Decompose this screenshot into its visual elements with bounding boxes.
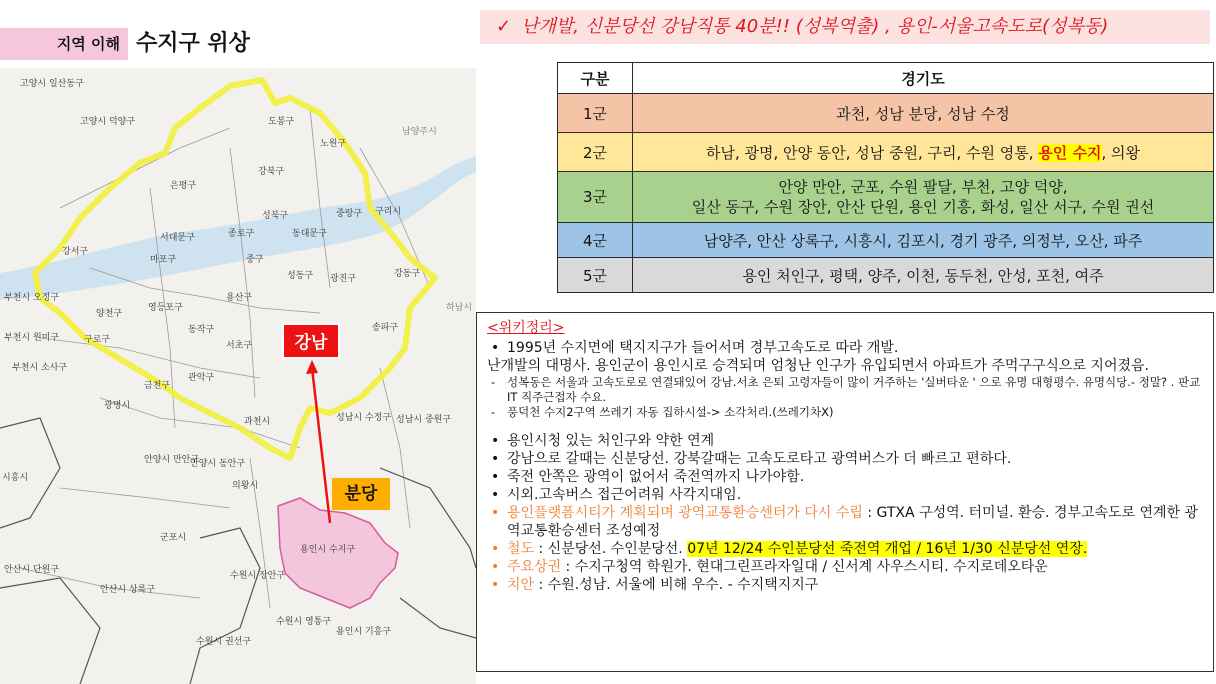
table-row (558, 94, 1214, 133)
arrow-head-icon (306, 360, 318, 374)
bullet: • (491, 451, 500, 467)
item-label: 주요상권 (507, 559, 562, 575)
gangnam-badge: 강남 (282, 323, 340, 359)
paragraph (487, 357, 1203, 375)
map-label: 수원시 권선구 (196, 637, 252, 647)
wiki-summary (476, 312, 1214, 672)
dash: - (491, 405, 496, 419)
list-item (487, 375, 1203, 405)
table-row (558, 172, 1214, 223)
map-label: 중랑구 (336, 209, 363, 219)
item-text: 죽전 안쪽은 광역이 없어서 죽전역까지 나가야함. (507, 469, 805, 485)
map-label: 안양시 만안구 (144, 455, 200, 465)
areas-line: 일산 동구, 수원 장안, 안산 단원, 용인 기흥, 화성, 일산 서구, 수원 권선 (691, 198, 1155, 216)
map-label: 구리시 (375, 207, 402, 217)
map-graphic (0, 68, 476, 684)
table-header-row (558, 63, 1214, 94)
map-label: 부천시 오정구 (4, 293, 60, 303)
bullet: • (491, 541, 500, 557)
map-label: 관악구 (188, 373, 215, 383)
map-label: 광진구 (330, 274, 357, 284)
map-label: 성남시 수정구 (336, 413, 392, 423)
map-label: 고양시 덕양구 (80, 117, 136, 127)
map-label: 마포구 (150, 255, 177, 265)
item-label: 철도 (507, 541, 535, 557)
bullet: • (491, 559, 500, 575)
grade-cell: 4군 (558, 223, 633, 258)
map-label: 시흥시 (2, 473, 29, 483)
map-label: 강서구 (62, 247, 89, 257)
areas-cell: 과천, 성남 분당, 성남 수정 (633, 94, 1214, 133)
map-label: 중구 (246, 255, 264, 265)
item-label: 치안 (507, 577, 535, 593)
map-label: 금천구 (144, 381, 171, 391)
map-label: 용인시 수지구 (300, 545, 356, 555)
grade-cell: 2군 (558, 133, 633, 172)
map-label: 동작구 (188, 325, 215, 335)
check-icon: ✓ (496, 16, 512, 37)
bullet: • (491, 487, 500, 503)
map-label: 강동구 (394, 269, 421, 279)
list-item (487, 540, 1203, 558)
headline-banner (480, 10, 1210, 44)
map-label: 종로구 (228, 229, 255, 239)
map-label: 부천시 원미구 (4, 333, 60, 343)
list-item (487, 432, 1203, 450)
bullet: • (491, 577, 500, 593)
areas-line: 안양 만안, 군포, 수원 팔달, 부천, 고양 덕양, (778, 178, 1068, 196)
bundang-badge: 분당 (332, 478, 390, 510)
table-row (558, 223, 1214, 258)
list-item (487, 576, 1203, 594)
list-item (487, 558, 1203, 576)
list-item (487, 339, 1203, 357)
map-label: 하남시 (446, 303, 473, 313)
item-text: 용인시청 있는 처인구와 약한 연계 (507, 433, 715, 449)
list-item (487, 504, 1203, 540)
bullet: • (491, 469, 500, 485)
map-label: 안산시 상록구 (100, 585, 156, 595)
map-label: 수원시 장안구 (230, 571, 286, 581)
areas-text: , 의왕 (1101, 143, 1141, 162)
item-label: 용인플랫폼시티가 계획되며 광역교통환승센터가 다시 수립 (507, 505, 863, 521)
map-label: 안양시 동안구 (190, 459, 246, 469)
page-title: 수지구 위상 (136, 31, 250, 56)
item-highlight: 07년 12/24 수인분당선 죽전역 개업 / 16년 1/30 신분당선 연장. (687, 541, 1088, 557)
item-text: 난개발의 대명사. 용인군이 용인시로 승격되며 엄청난 인구가 유입되면서 아파트가 주먹구구식으로 지어졌음. (487, 358, 1149, 374)
areas-text: 하남, 광명, 안양 동안, 성남 중원, 구리, 수원 영통, (705, 143, 1039, 162)
map-label: 용인시 기흥구 (336, 627, 392, 637)
map-label: 성남시 중원구 (396, 415, 452, 425)
highlight-suji: 용인 수지 (1038, 143, 1102, 162)
map-label: 의왕시 (232, 481, 259, 491)
route-arrow (312, 368, 330, 523)
item-text: 강남으로 갈때는 신분당선. 강북갈때는 고속도로타고 광역버스가 더 빠르고 편하다. (507, 451, 1012, 467)
wiki-title: <위키정리> (487, 320, 565, 336)
list-item (487, 450, 1203, 468)
map-label: 군포시 (160, 533, 187, 543)
grade-cell: 5군 (558, 258, 633, 293)
map-label: 부천시 소사구 (12, 363, 68, 373)
list-item (487, 405, 1203, 420)
table-row (558, 258, 1214, 293)
grade-cell: 1군 (558, 94, 633, 133)
item-text: : 수원.성남. 서울에 비해 우수. - 수지택지지구 (534, 577, 819, 593)
areas-cell: 용인 처인구, 평택, 양주, 이천, 동두천, 안성, 포천, 여주 (633, 258, 1214, 293)
map-label: 과천시 (244, 417, 271, 427)
map-label: 양천구 (96, 309, 123, 319)
areas-cell: 남양주, 안산 상록구, 시흥시, 김포시, 경기 광주, 의정부, 오산, 파주 (633, 223, 1214, 258)
map-label: 서대문구 (160, 233, 195, 243)
item-text: : 수지구청역 학원가. 현대그린프라자일대 / 신서계 사우스시티. 수지로데오타운 (561, 559, 1048, 575)
item-text: 1995년 수지면에 택지지구가 들어서며 경부고속도로 따라 개발. (507, 340, 899, 356)
dash: - (491, 375, 496, 389)
item-text: 풍덕천 수지2구역 쓰레기 자동 집하시설-> 소각처리.(쓰레기차X) (507, 405, 834, 419)
map-label: 동대문구 (292, 229, 327, 239)
map-label: 성북구 (262, 211, 289, 221)
map-label: 영등포구 (148, 303, 183, 313)
bullet: • (491, 505, 500, 521)
areas-cell (633, 133, 1214, 172)
map-label: 광명시 (104, 401, 131, 411)
grade-table (557, 62, 1214, 293)
table-row (558, 133, 1214, 172)
list-item (487, 486, 1203, 504)
map-label: 은평구 (170, 181, 197, 191)
map-label: 도봉구 (268, 117, 295, 127)
map-label: 안산시 단원구 (4, 565, 60, 575)
header-region: 경기도 (633, 63, 1214, 94)
region-map (0, 68, 476, 684)
map-label: 노원구 (320, 139, 347, 149)
bullet: • (491, 340, 500, 356)
list-item (487, 468, 1203, 486)
section-tag: 지역 이해 (0, 28, 128, 60)
map-label: 성동구 (287, 271, 314, 281)
map-label: 강북구 (258, 167, 285, 177)
bullet: • (491, 433, 500, 449)
item-text: 시외.고속버스 접근어려워 사각지대임. (507, 487, 742, 503)
map-label: 남양주시 (402, 127, 437, 137)
grade-cell: 3군 (558, 172, 633, 223)
map-label: 송파구 (372, 323, 399, 333)
areas-cell (633, 172, 1214, 223)
header-grade: 구분 (558, 63, 633, 94)
item-text: : GTXA 구성역. 터미널. 환승. 경부고속도로 연계한 광역교통환승센터 조성예정 (507, 505, 1199, 539)
map-label: 구로구 (84, 335, 111, 345)
item-text: 성복동은 서울과 고속도로로 연결돼있어 강남.서초 은퇴 고령자들이 많이 거주하는 '실버타운 ' 으로 유명 대형평수. 유명식당.- 정말? . 판교IT 직주근접자 수요. (507, 375, 1201, 404)
map-label: 고양시 일산동구 (20, 79, 84, 89)
map-label: 서초구 (226, 341, 253, 351)
item-text: : 신분당선. 수인분당선. (534, 541, 688, 557)
map-label: 수원시 영통구 (276, 617, 332, 627)
map-label: 용산구 (226, 293, 253, 303)
banner-text: 난개발, 신분당선 강남직통 40분!! (성복역출) , 용인-서울고속도로(성복동) (521, 16, 1109, 37)
